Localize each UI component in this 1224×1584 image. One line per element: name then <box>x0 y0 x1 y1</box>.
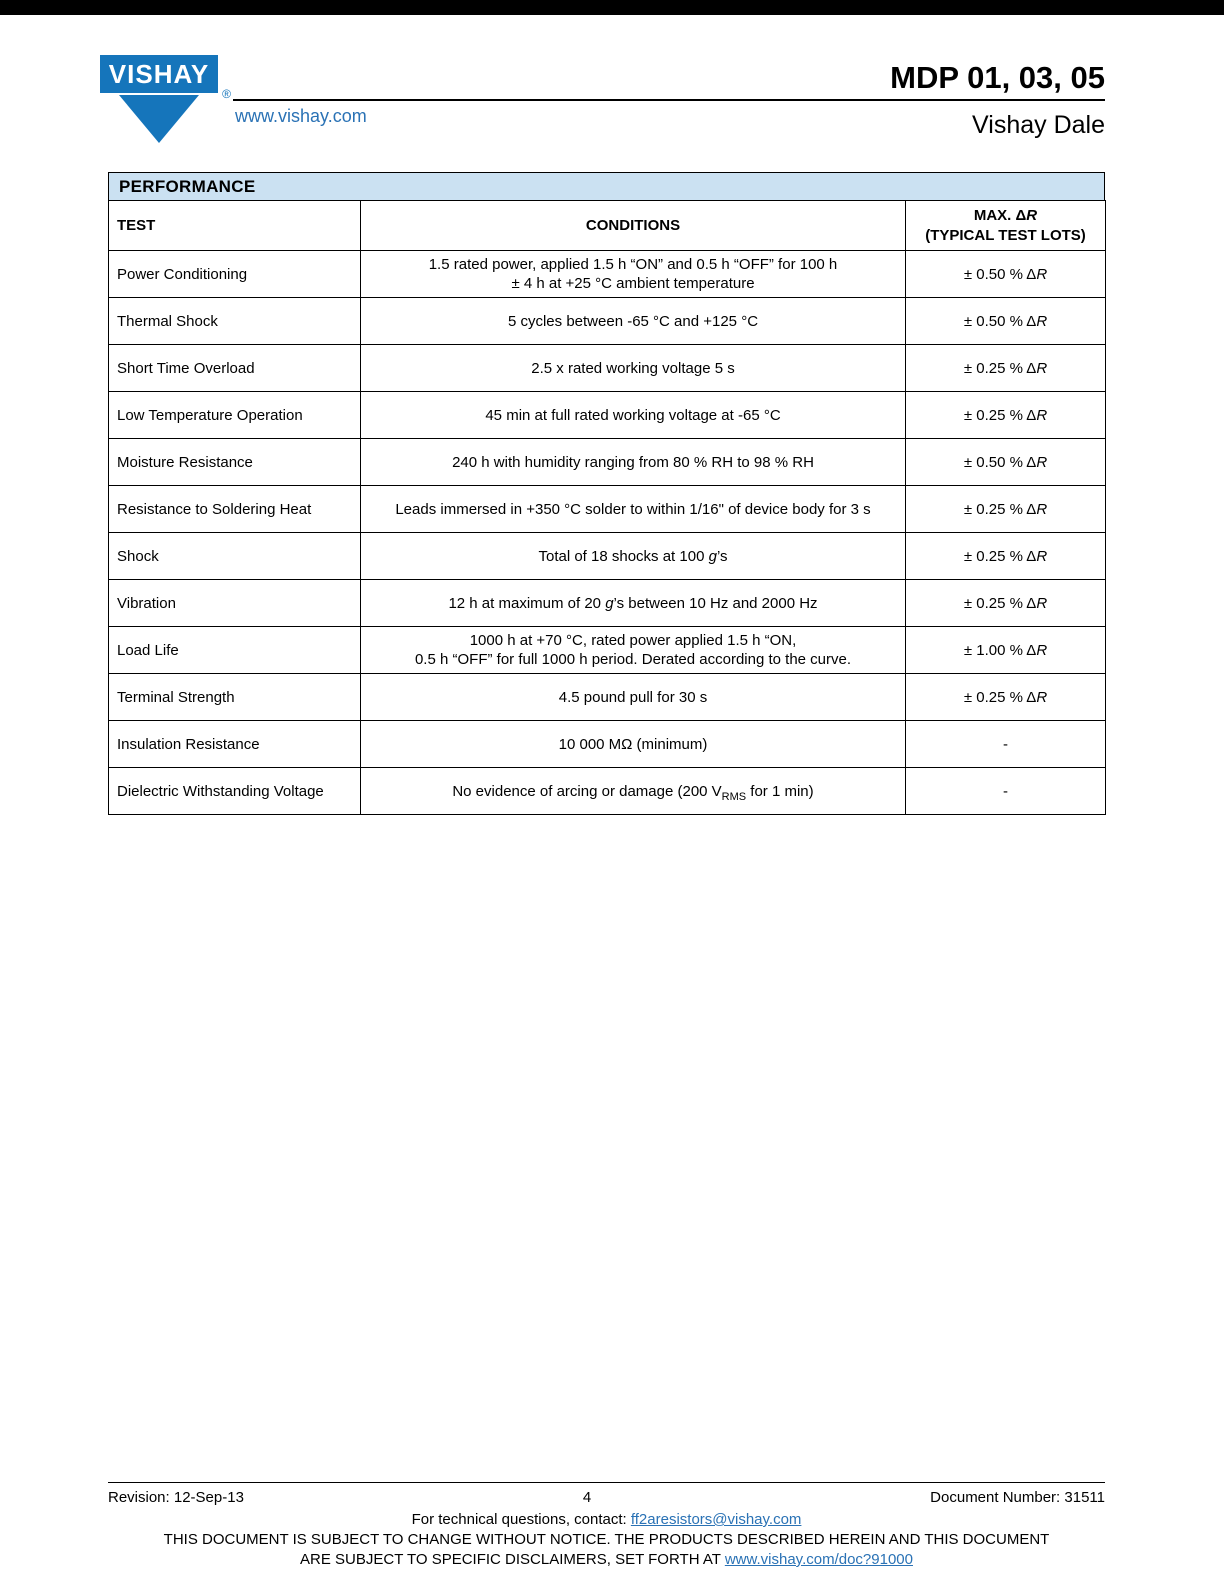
footer-document-number: Document Number: 31511 <box>930 1489 1105 1506</box>
contact-label: For technical questions, contact: <box>411 1511 631 1528</box>
test-cell: Terminal Strength <box>109 674 361 721</box>
conditions-cell: Total of 18 shocks at 100 g’s <box>361 533 906 580</box>
table-row <box>109 580 1106 627</box>
footer-contact <box>108 1511 1105 1528</box>
disclaimer-prefix: ARE SUBJECT TO SPECIFIC DISCLAIMERS, SET FORTH AT <box>300 1551 725 1568</box>
table-row <box>109 392 1106 439</box>
table-row <box>109 533 1106 580</box>
conditions-cell: 45 min at full rated working voltage at -65 °C <box>361 392 906 439</box>
table-row <box>109 298 1106 345</box>
disclaimer-line-1: THIS DOCUMENT IS SUBJECT TO CHANGE WITHOUT NOTICE. THE PRODUCTS DESCRIBED HEREIN AND THIS DOCUMENT <box>163 1531 1050 1548</box>
table-row <box>109 251 1106 298</box>
test-cell: Shock <box>109 533 361 580</box>
max-delta-r-cell: ± 1.00 % ΔR <box>906 627 1106 674</box>
contact-email-link[interactable]: ff2aresistors@vishay.com <box>630 1511 802 1528</box>
performance-section-title: PERFORMANCE <box>108 172 1105 201</box>
footer <box>108 1482 1105 1568</box>
vishay-wordmark <box>100 55 218 93</box>
table-row <box>109 674 1106 721</box>
part-number-title: MDP 01, 03, 05 <box>890 60 1105 95</box>
column-header-conditions: CONDITIONS <box>361 201 906 251</box>
max-delta-r-cell: ± 0.25 % ΔR <box>906 580 1106 627</box>
table-row <box>109 768 1106 815</box>
footer-revision: Revision: 12-Sep-13 <box>108 1489 244 1506</box>
conditions-cell: 4.5 pound pull for 30 s <box>361 674 906 721</box>
page-number: 4 <box>582 1489 592 1506</box>
performance-table-body <box>109 251 1106 815</box>
max-delta-r-cell: ± 0.25 % ΔR <box>906 486 1106 533</box>
table-row <box>109 627 1106 674</box>
vishay-triangle-icon <box>119 95 199 143</box>
table-row <box>109 345 1106 392</box>
column-header-test: TEST <box>109 201 361 251</box>
conditions-cell: 240 h with humidity ranging from 80 % RH to 98 % RH <box>361 439 906 486</box>
table-header-row <box>109 201 1106 251</box>
header-divider <box>233 99 1105 101</box>
conditions-cell: Leads immersed in +350 °C solder to within 1/16" of device body for 3 s <box>361 486 906 533</box>
column-header-max: MAX. ΔR (TYPICAL TEST LOTS) <box>906 201 1106 251</box>
test-cell: Resistance to Soldering Heat <box>109 486 361 533</box>
test-cell: Short Time Overload <box>109 345 361 392</box>
disclaimer-link[interactable]: www.vishay.com/doc?91000 <box>724 1551 913 1568</box>
max-delta-r-cell: ± 0.50 % ΔR <box>906 251 1106 298</box>
test-cell: Insulation Resistance <box>109 721 361 768</box>
table-row <box>109 721 1106 768</box>
test-cell: Low Temperature Operation <box>109 392 361 439</box>
max-delta-r-cell: - <box>906 721 1106 768</box>
test-cell: Thermal Shock <box>109 298 361 345</box>
max-delta-r-cell: ± 0.25 % ΔR <box>906 533 1106 580</box>
test-cell: Load Life <box>109 627 361 674</box>
conditions-cell: 5 cycles between -65 °C and +125 °C <box>361 298 906 345</box>
division-name: Vishay Dale <box>972 111 1105 139</box>
performance-section <box>108 172 1105 815</box>
footer-meta-row <box>108 1483 1105 1506</box>
test-cell: Moisture Resistance <box>109 439 361 486</box>
disclaimer-line-2 <box>108 1551 1105 1568</box>
conditions-cell: 2.5 x rated working voltage 5 s <box>361 345 906 392</box>
max-delta-r-cell: ± 0.25 % ΔR <box>906 345 1106 392</box>
conditions-cell: 1.5 rated power, applied 1.5 h “ON” and 0.5 h “OFF” for 100 h ± 4 h at +25 °C ambient temperature <box>361 251 906 298</box>
max-delta-r-cell: ± 0.50 % ΔR <box>906 298 1106 345</box>
registered-trademark: ® <box>222 87 231 101</box>
conditions-cell: No evidence of arcing or damage (200 $V_{RMS}$ for 1 min) <box>361 768 906 815</box>
performance-table <box>108 200 1106 815</box>
test-cell: Power Conditioning <box>109 251 361 298</box>
test-cell: Vibration <box>109 580 361 627</box>
conditions-cell: 1000 h at +70 °C, rated power applied 1.5 h “ON, 0.5 h “OFF” for full 1000 h period. Derated according to the curve. <box>361 627 906 674</box>
top-bar <box>0 0 1224 15</box>
table-row <box>109 439 1106 486</box>
max-delta-r-cell: ± 0.25 % ΔR <box>906 674 1106 721</box>
max-delta-r-cell: - <box>906 768 1106 815</box>
max-delta-r-cell: ± 0.50 % ΔR <box>906 439 1106 486</box>
test-cell: Dielectric Withstanding Voltage <box>109 768 361 815</box>
vishay-logo <box>100 55 231 143</box>
table-row <box>109 486 1106 533</box>
max-delta-r-cell: ± 0.25 % ΔR <box>906 392 1106 439</box>
header-website-link[interactable]: www.vishay.com <box>235 106 367 126</box>
conditions-cell: 10 000 MΩ (minimum) <box>361 721 906 768</box>
brand-text: VISHAY <box>108 59 210 89</box>
conditions-cell: 12 h at maximum of 20 g’s between 10 Hz and 2000 Hz <box>361 580 906 627</box>
